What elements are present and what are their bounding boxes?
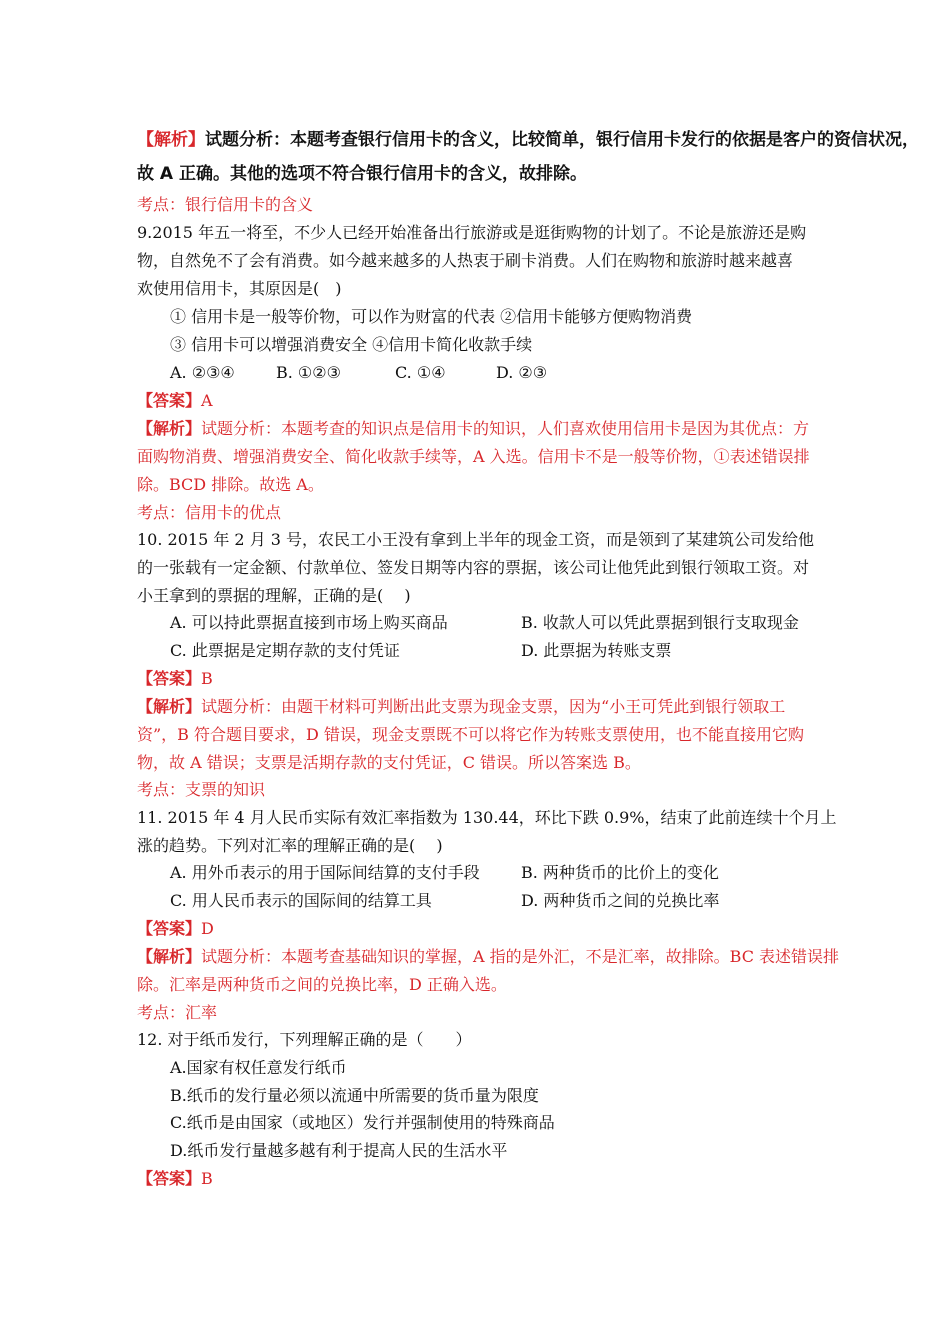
analysis-text: 试题分析：由题干材料可判断出此支票为现金支票，因为“小王可凭此到银行领取工 (201, 697, 786, 716)
q10-analysis-line3: 物，故 A 错误；支票是活期存款的支付凭证，C 错误。所以答案选 B。 (137, 753, 641, 772)
analysis-text: 试题分析：本题考查银行信用卡的含义，比较简单，银行信用卡发行的依据是客户的资信状况， (205, 130, 919, 150)
analysis-text: 试题分析：本题考查基础知识的掌握，A 指的是外汇，不是汇率，故排除。BC 表述错误排 (201, 947, 840, 966)
q12-option-a: A.国家有权任意发行纸币 (170, 1058, 347, 1077)
answer-label: 【答案】 (137, 919, 202, 938)
q10-analysis-line1 (137, 696, 785, 718)
q11-option-c: C. 用人民币表示的国际间的结算工具 (170, 891, 432, 910)
q11-option-d: D. 两种货币之间的兑换比率 (521, 891, 720, 910)
analysis-label: 【解析】 (137, 130, 205, 150)
q9-kaodian: 考点：信用卡的优点 (137, 503, 282, 522)
q9-analysis-line3: 除。BCD 排除。故选 A。 (137, 475, 324, 494)
q9-statement-2: ③ 信用卡可以增强消费安全 ④信用卡简化收款手续 (170, 335, 533, 354)
answer-value: B (201, 669, 213, 688)
q9-option-b: B. ①②③ (276, 363, 341, 382)
q10-option-c: C. 此票据是定期存款的支付凭证 (170, 641, 400, 660)
q9-stem-line1: 9.2015 年五一将至，不少人已经开始准备出行旅游或是逛街购物的计划了。不论是旅游还是购 (137, 223, 807, 242)
q10-kaodian: 考点：支票的知识 (137, 780, 266, 799)
q10-stem-line2: 的一张载有一定金额、付款单位、签发日期等内容的票据，该公司让他凭此到银行领取工资。对 (137, 558, 810, 577)
q9-analysis-line2: 面购物消费、增强消费安全、简化收款手续等，A 入选。信用卡不是一般等价物，①表述错误排 (137, 447, 810, 466)
q11-stem-line1: 11. 2015 年 4 月人民币实际有效汇率指数为 130.44，环比下跌 0.9%，结束了此前连续十个月上 (137, 808, 837, 827)
analysis-text: 试题分析：本题考查的知识点是信用卡的知识，人们喜欢使用信用卡是因为其优点：方 (201, 419, 810, 438)
q11-kaodian: 考点：汇率 (137, 1003, 218, 1022)
q9-statement-1: ① 信用卡是一般等价物，可以作为财富的代表 ②信用卡能够方便购物消费 (170, 307, 693, 326)
q9-option-d: D. ②③ (496, 363, 548, 382)
answer-value: A (201, 391, 213, 410)
kaodian: 考点：银行信用卡的含义 (137, 195, 314, 214)
q11-option-b: B. 两种货币的比价上的变化 (521, 863, 719, 882)
q11-option-a: A. 用外币表示的用于国际间结算的支付手段 (170, 863, 480, 882)
q10-option-a: A. 可以持此票据直接到市场上购买商品 (170, 613, 448, 632)
q12-option-b: B.纸币的发行量必须以流通中所需要的货币量为限度 (170, 1086, 539, 1105)
q11-stem-line2: 涨的趋势。下列对汇率的理解正确的是( ) (137, 836, 443, 855)
q9-option-c: C. ①④ (395, 363, 446, 382)
q10-stem-line1: 10. 2015 年 2 月 3 号，农民工小王没有拿到上半年的现金工资，而是领到了某建筑公司发给他 (137, 530, 815, 549)
q10-option-b: B. 收款人可以凭此票据到银行支取现金 (521, 613, 799, 632)
q10-stem-line3: 小王拿到的票据的理解，正确的是( ) (137, 586, 411, 605)
q10-analysis-line2: 资”，B 符合题目要求，D 错误，现金支票既不可以将它作为转账支票使用，也不能直接用它购 (137, 725, 804, 744)
analysis-label: 【解析】 (137, 419, 202, 438)
answer-label: 【答案】 (137, 669, 202, 688)
q10-option-d: D. 此票据为转账支票 (521, 641, 672, 660)
q11-analysis-line1 (137, 946, 839, 968)
answer-value: D (201, 919, 214, 938)
q12-stem: 12. 对于纸币发行，下列理解正确的是（ ） (137, 1030, 472, 1049)
q12-option-d: D.纸币发行量越多越有利于提高人民的生活水平 (170, 1141, 508, 1160)
q12-option-c: C.纸币是由国家（或地区）发行并强制使用的特殊商品 (170, 1113, 555, 1132)
q10-answer (137, 668, 213, 690)
q11-analysis-line2: 除。汇率是两种货币之间的兑换比率，D 正确入选。 (137, 975, 507, 994)
analysis-label: 【解析】 (137, 947, 202, 966)
answer-label: 【答案】 (137, 391, 202, 410)
answer-value: B (201, 1169, 213, 1188)
q9-answer (137, 390, 213, 412)
q9-stem-line2: 物，自然免不了会有消费。如今越来越多的人热衷于刷卡消费。人们在购物和旅游时越来越喜 (137, 251, 794, 270)
intro-analysis-line1 (137, 129, 919, 151)
q12-answer (137, 1168, 213, 1190)
q9-option-a: A. ②③④ (170, 363, 235, 382)
analysis-label: 【解析】 (137, 697, 202, 716)
q9-stem-line3: 欢使用信用卡，其原因是( ) (137, 279, 342, 298)
answer-label: 【答案】 (137, 1169, 202, 1188)
q9-analysis-line1 (137, 418, 809, 440)
intro-analysis-line2: 故 A 正确。其他的选项不符合银行信用卡的含义，故排除。 (137, 164, 587, 184)
q11-answer (137, 918, 214, 940)
